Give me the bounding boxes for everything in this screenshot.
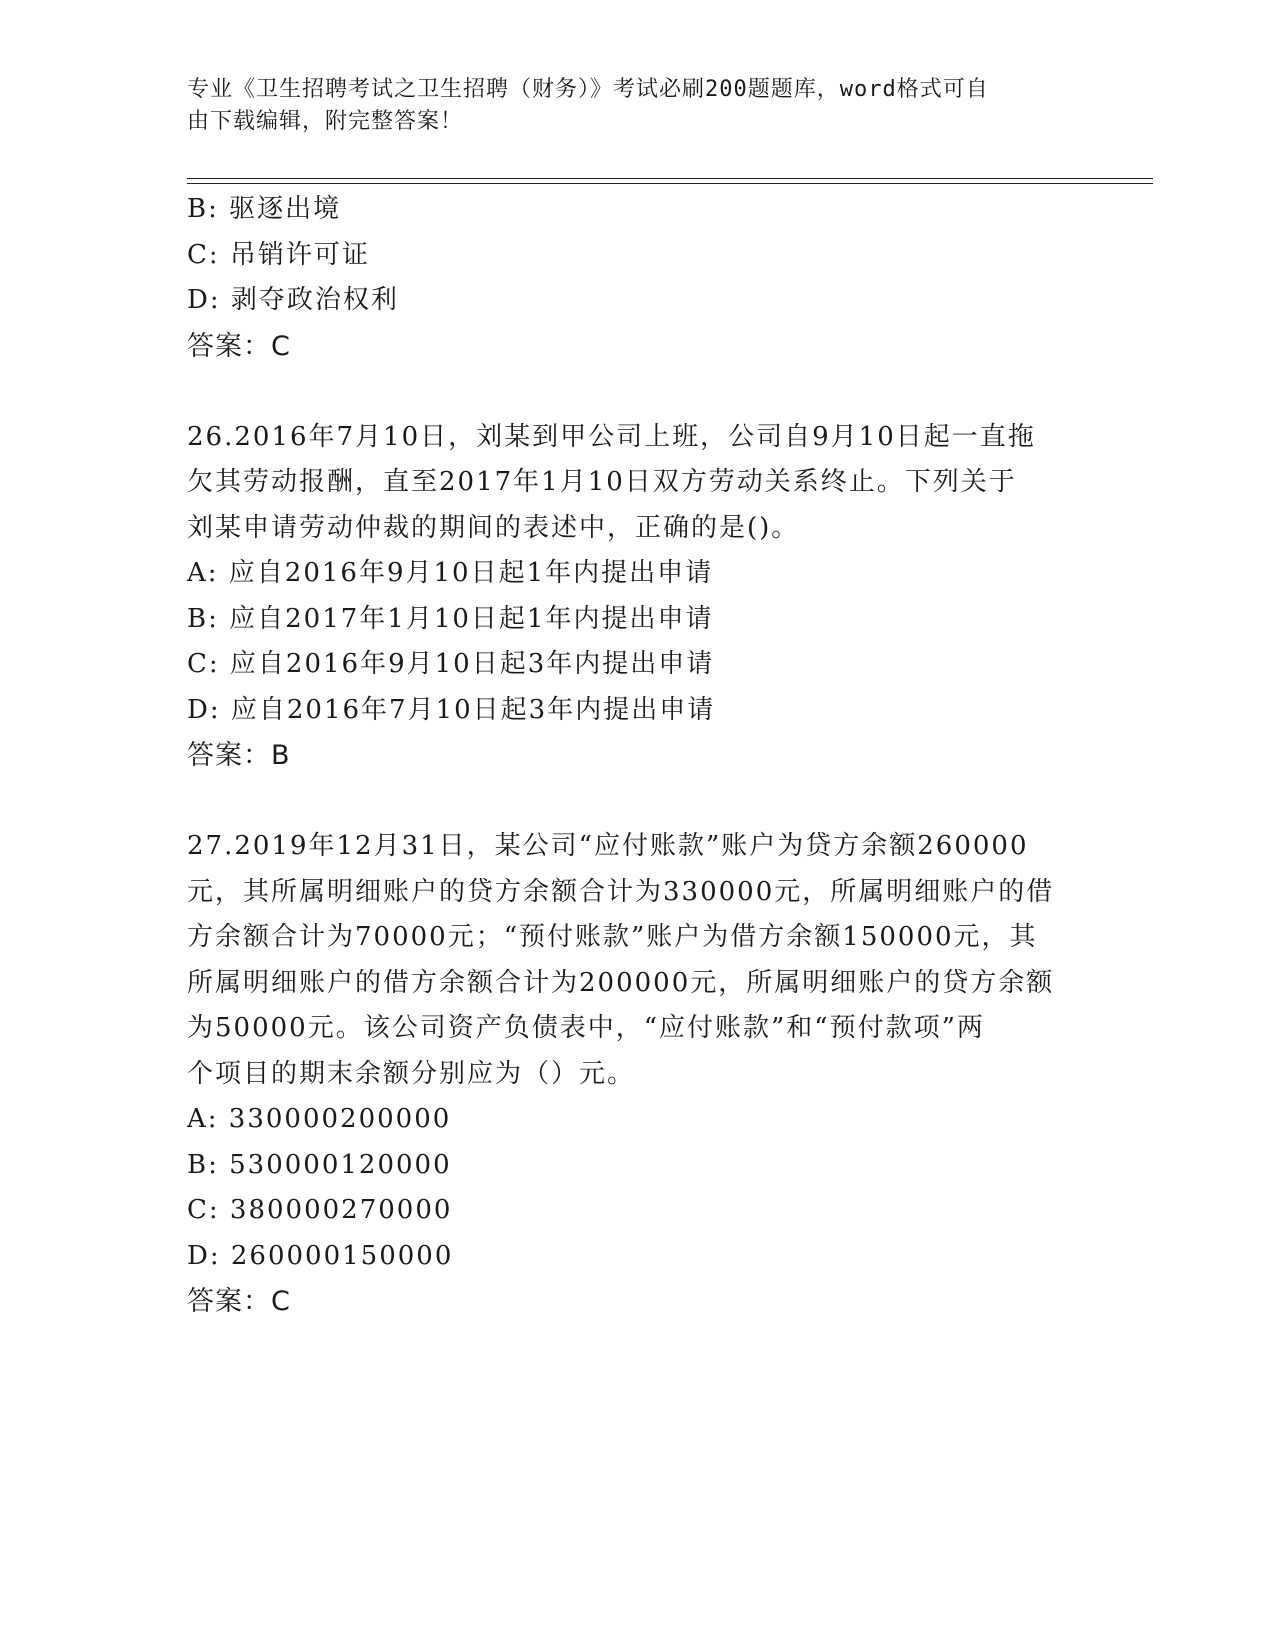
q27-stem-line-2: 元，其所属明细账户的贷方余额合计为330000元，所属明细账户的借	[187, 876, 1055, 907]
document-header	[187, 74, 1067, 138]
q26-stem-line-3: 刘某申请劳动仲裁的期间的表述中，正确的是()。	[187, 512, 800, 543]
header-divider-top	[187, 178, 1153, 179]
q26-option-d: D: 应自2016年7月10日起3年内提出申请	[187, 694, 716, 725]
q26-option-b: B: 应自2017年1月10日起1年内提出申请	[187, 603, 714, 634]
spacer	[187, 779, 1087, 825]
q27-stem-line-1: 27.2019年12月31日，某公司“应付账款”账户为贷方余额260000	[187, 831, 1029, 861]
q26-stem-line-1: 26.2016年7月10日，刘某到甲公司上班，公司自9月10日起一直拖	[187, 421, 1036, 452]
header-line-2: 由下载编辑，附完整答案！	[187, 109, 464, 134]
q27-option-c: C: 380000270000	[187, 1195, 453, 1225]
q26-answer: 答案：B	[187, 740, 291, 771]
question-27	[187, 824, 1087, 1325]
q27-stem-line-4: 所属明细账户的借方余额合计为200000元，所属明细账户的贷方余额	[187, 967, 1055, 998]
q26-option-c: C: 应自2016年9月10日起3年内提出申请	[187, 649, 715, 679]
question-26	[187, 415, 1087, 779]
prev-option-b: B: 驱逐出境	[187, 194, 342, 224]
q27-stem-line-6: 个项目的期末余额分别应为（）元。	[187, 1058, 636, 1089]
prev-answer: 答案：C	[187, 330, 291, 362]
prev-option-d: D: 剥夺政治权利	[187, 285, 399, 315]
q27-stem-line-3: 方余额合计为70000元；“预付账款”账户为借方余额150000元，其	[187, 922, 1038, 952]
q27-option-a: A: 330000200000	[187, 1104, 452, 1134]
spacer	[187, 369, 1087, 415]
q27-answer: 答案：C	[187, 1286, 291, 1317]
question-content	[187, 187, 1087, 1325]
header-line-1: 专业《卫生招聘考试之卫生招聘（财务）》考试必刷200题题库，word格式可自	[187, 77, 989, 102]
q27-option-d: D: 260000150000	[187, 1240, 454, 1271]
q27-option-b: B: 530000120000	[187, 1149, 452, 1180]
q26-option-a: A: 应自2016年9月10日起1年内提出申请	[187, 558, 714, 588]
q26-stem-line-2: 欠其劳动报酬，直至2017年1月10日双方劳动关系终止。下列关于	[187, 467, 1017, 497]
header-divider-bottom	[187, 183, 1153, 184]
prev-option-c: C: 吊销许可证	[187, 239, 370, 270]
prev-question-tail	[187, 187, 1087, 369]
q27-stem-line-5: 为50000元。该公司资产负债表中，“应付账款”和“预付款项”两	[187, 1013, 985, 1043]
